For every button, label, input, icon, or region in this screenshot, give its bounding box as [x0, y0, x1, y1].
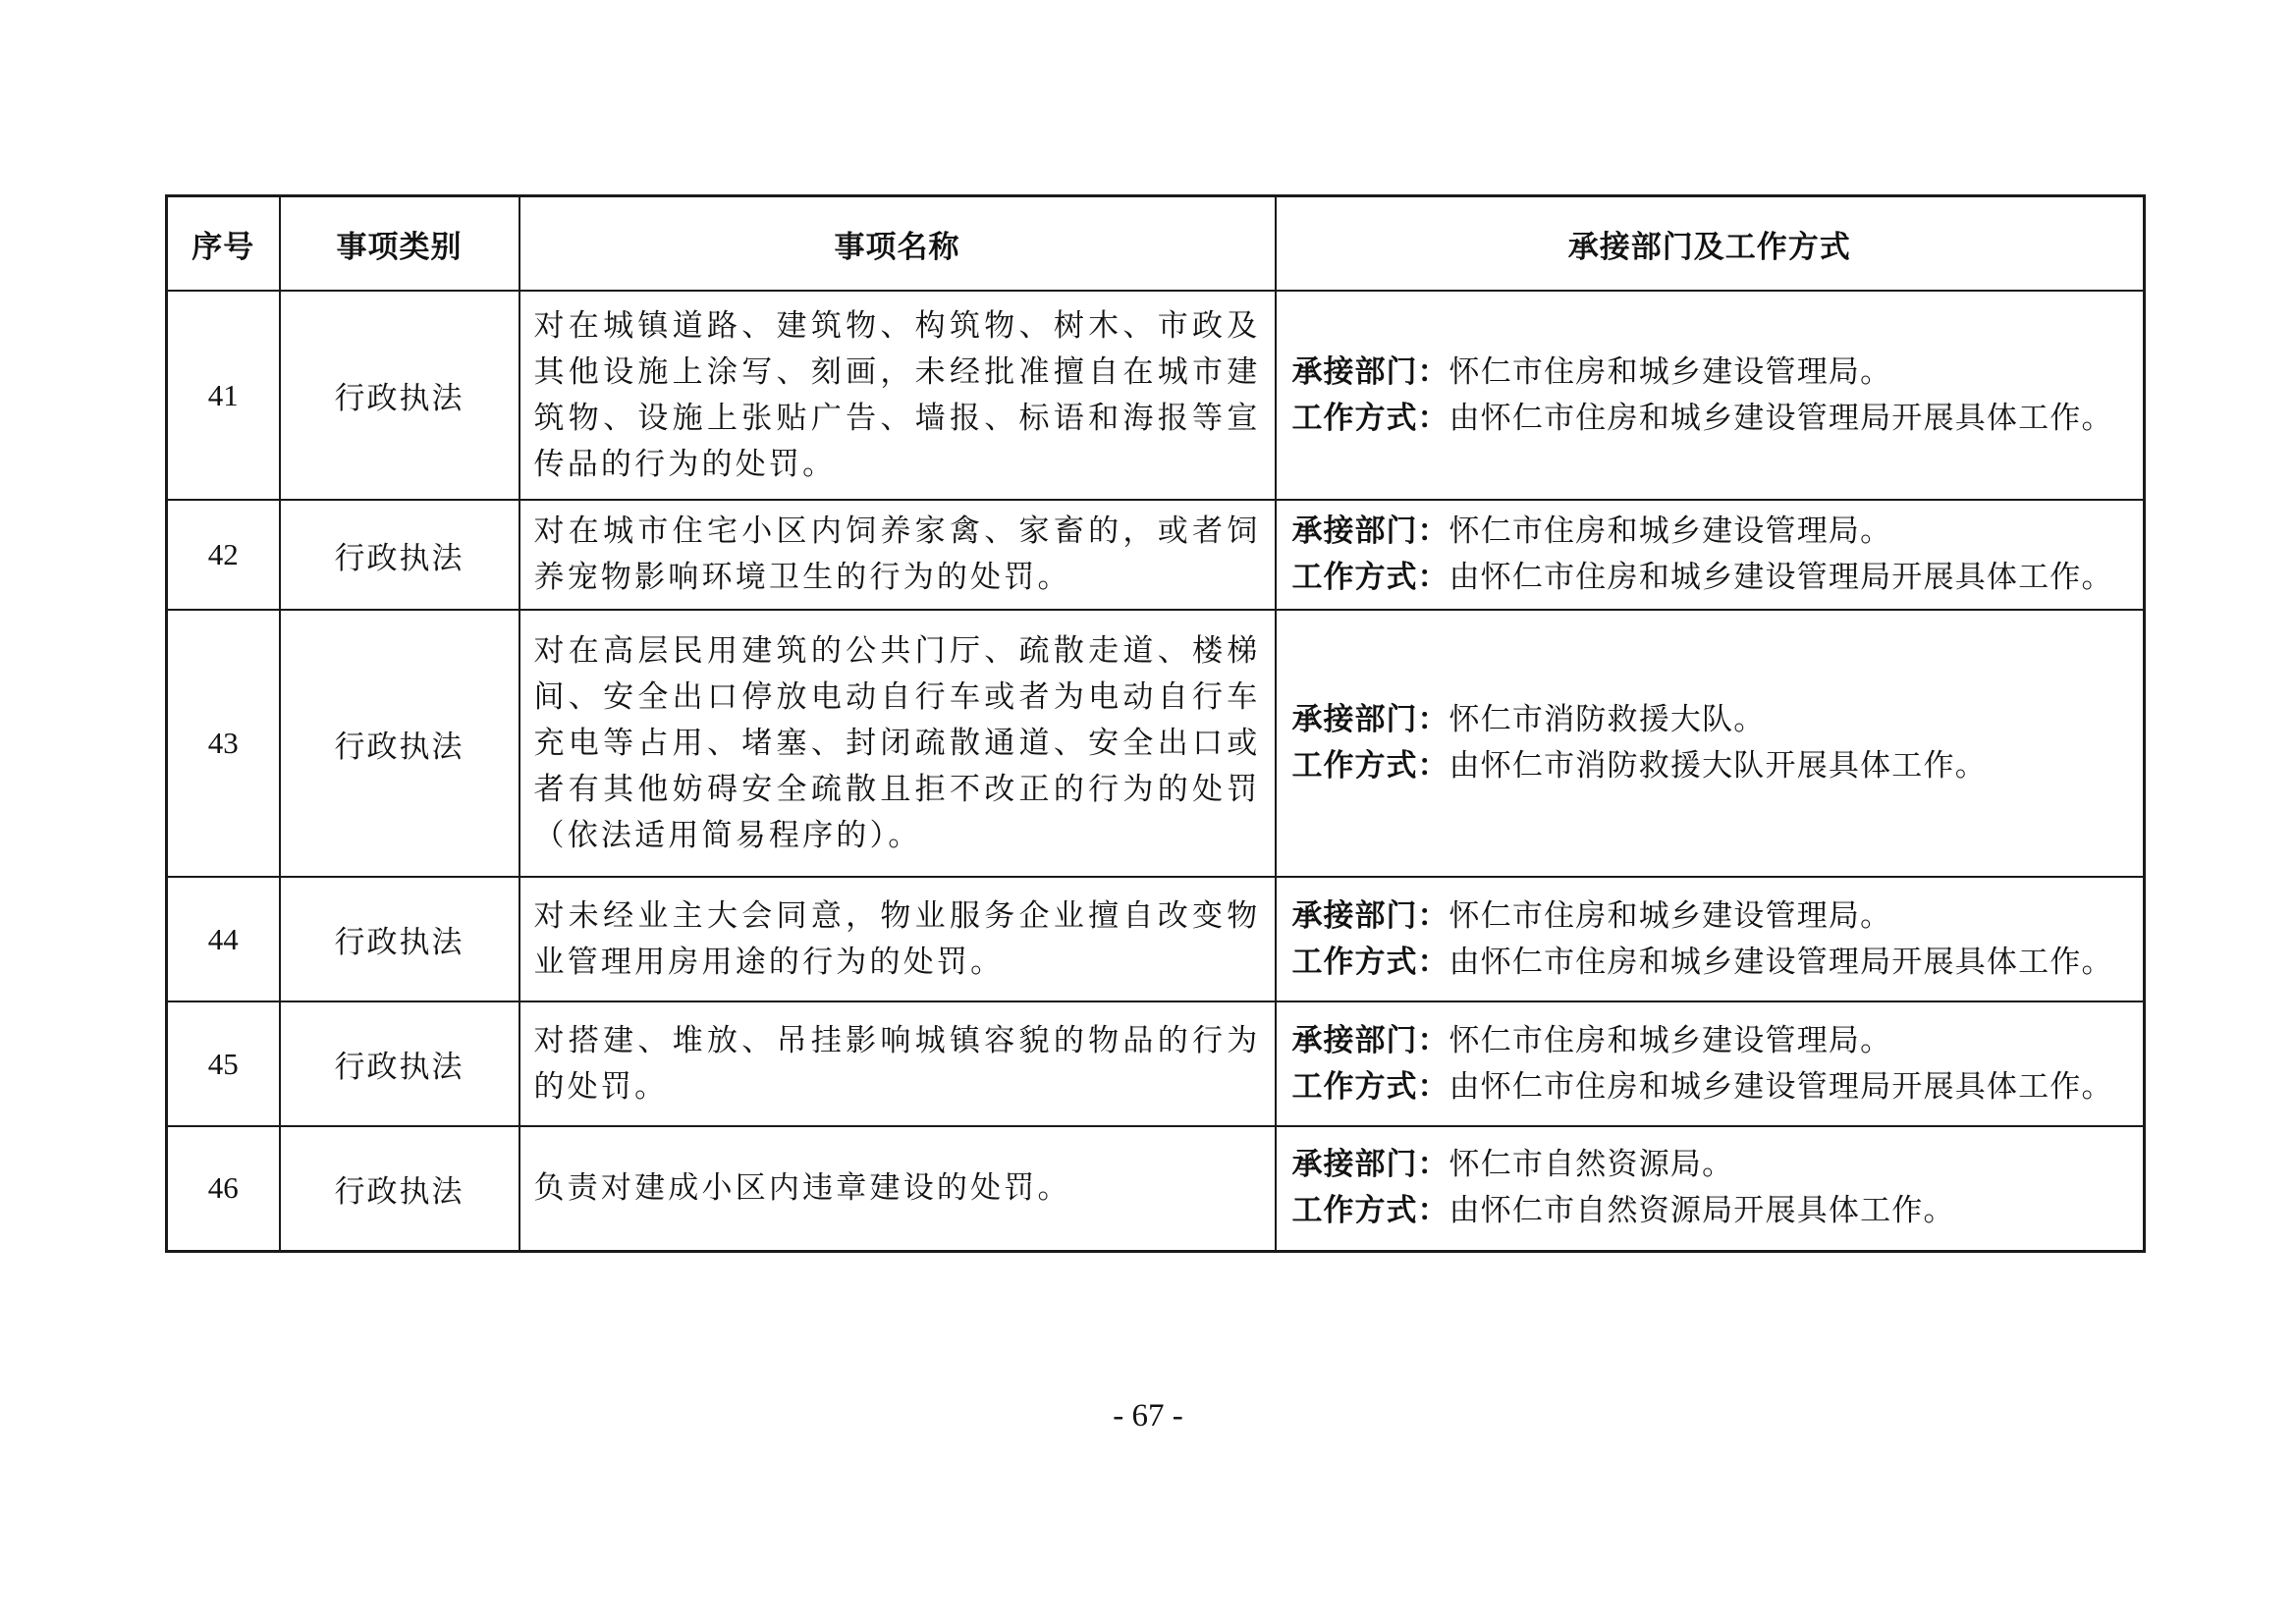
method-line: [1292, 555, 2132, 601]
row-dept-method: [1276, 291, 2145, 500]
method-value: 由怀仁市自然资源局开展具体工作。: [1449, 1193, 1955, 1229]
dept-value: 怀仁市住房和城乡建设管理局。: [1449, 353, 1892, 390]
method-value: 由怀仁市住房和城乡建设管理局开展具体工作。: [1449, 400, 2113, 436]
row-seq: 46: [167, 1126, 280, 1251]
dept-key-label: 承接部门：: [1291, 1147, 1449, 1183]
method-line: [1292, 396, 2132, 442]
method-value: 由怀仁市住房和城乡建设管理局开展具体工作。: [1449, 560, 2113, 595]
header-name: 事项名称: [519, 196, 1276, 292]
row-category: 行政执法: [280, 291, 519, 500]
dept-line: [1292, 509, 2132, 555]
method-key-label: 工作方式：: [1291, 400, 1449, 436]
method-key-label: 工作方式：: [1291, 944, 1449, 980]
row-dept-method: [1276, 1126, 2145, 1251]
row-category: 行政执法: [280, 1126, 519, 1251]
header-category: 事项类别: [280, 196, 519, 292]
dept-line: [1292, 697, 2132, 743]
row-seq: 45: [167, 1001, 280, 1126]
dept-value: 怀仁市消防救援大队。: [1449, 702, 1766, 737]
dept-key-label: 承接部门：: [1291, 1022, 1449, 1058]
method-key-label: 工作方式：: [1291, 1193, 1449, 1229]
dept-value: 怀仁市自然资源局。: [1449, 1147, 1734, 1183]
table-row: [167, 877, 2145, 1001]
row-category: 行政执法: [280, 610, 519, 877]
dept-value: 怀仁市住房和城乡建设管理局。: [1449, 897, 1892, 934]
method-line: [1292, 1188, 2132, 1234]
table-row: [167, 500, 2145, 610]
table-row: [167, 1001, 2145, 1126]
row-seq: 44: [167, 877, 280, 1001]
row-dept-method: [1276, 877, 2145, 1001]
row-category: 行政执法: [280, 1001, 519, 1126]
method-value: 由怀仁市住房和城乡建设管理局开展具体工作。: [1449, 1068, 2113, 1105]
row-matter-name: 对未经业主大会同意，物业服务企业擅自改变物业管理用房用途的行为的处罚。: [519, 877, 1276, 1001]
dept-key-label: 承接部门：: [1291, 702, 1449, 737]
dept-key-label: 承接部门：: [1291, 514, 1449, 549]
dept-line: [1292, 1018, 2132, 1064]
row-matter-name: 对在城镇道路、建筑物、构筑物、树木、市政及其他设施上涂写、刻画，未经批准擅自在城市建筑物、设施上张贴广告、墙报、标语和海报等宣传品的行为的处罚。: [519, 291, 1276, 500]
table-row: [167, 1126, 2145, 1251]
dept-line: [1292, 893, 2132, 940]
method-key-label: 工作方式：: [1291, 1068, 1449, 1105]
row-seq: 42: [167, 500, 280, 610]
method-key-label: 工作方式：: [1291, 560, 1449, 595]
header-seq: 序号: [167, 196, 280, 292]
header-dept: 承接部门及工作方式: [1276, 196, 2145, 292]
row-dept-method: [1276, 610, 2145, 877]
method-value: 由怀仁市消防救援大队开展具体工作。: [1449, 748, 1987, 784]
row-matter-name: 对在高层民用建筑的公共门厅、疏散走道、楼梯间、安全出口停放电动自行车或者为电动自行车充电等占用、堵塞、封闭疏散通道、安全出口或者有其他妨碍安全疏散且拒不改正的行为的处罚（依法适用简易程序的）。: [519, 610, 1276, 877]
table-row: [167, 610, 2145, 877]
table-row: [167, 291, 2145, 500]
row-matter-name: 对搭建、堆放、吊挂影响城镇容貌的物品的行为的处罚。: [519, 1001, 1276, 1126]
row-matter-name: 对在城市住宅小区内饲养家禽、家畜的，或者饲养宠物影响环境卫生的行为的处罚。: [519, 500, 1276, 610]
method-line: [1292, 1064, 2132, 1110]
dept-key-label: 承接部门：: [1291, 353, 1449, 390]
method-value: 由怀仁市住房和城乡建设管理局开展具体工作。: [1449, 944, 2113, 980]
row-category: 行政执法: [280, 877, 519, 1001]
row-dept-method: [1276, 500, 2145, 610]
page-number: - 67 -: [1113, 1398, 1183, 1434]
dept-value: 怀仁市住房和城乡建设管理局。: [1449, 514, 1892, 549]
method-line: [1292, 940, 2132, 986]
dept-key-label: 承接部门：: [1291, 897, 1449, 934]
row-seq: 41: [167, 291, 280, 500]
row-matter-name: 负责对建成小区内违章建设的处罚。: [519, 1126, 1276, 1251]
matters-table: [165, 194, 2146, 1253]
row-category: 行政执法: [280, 500, 519, 610]
dept-line: [1292, 350, 2132, 396]
row-dept-method: [1276, 1001, 2145, 1126]
method-line: [1292, 743, 2132, 789]
method-key-label: 工作方式：: [1291, 748, 1449, 784]
table-header-row: [167, 196, 2145, 292]
dept-value: 怀仁市住房和城乡建设管理局。: [1449, 1022, 1892, 1058]
dept-line: [1292, 1142, 2132, 1188]
row-seq: 43: [167, 610, 280, 877]
